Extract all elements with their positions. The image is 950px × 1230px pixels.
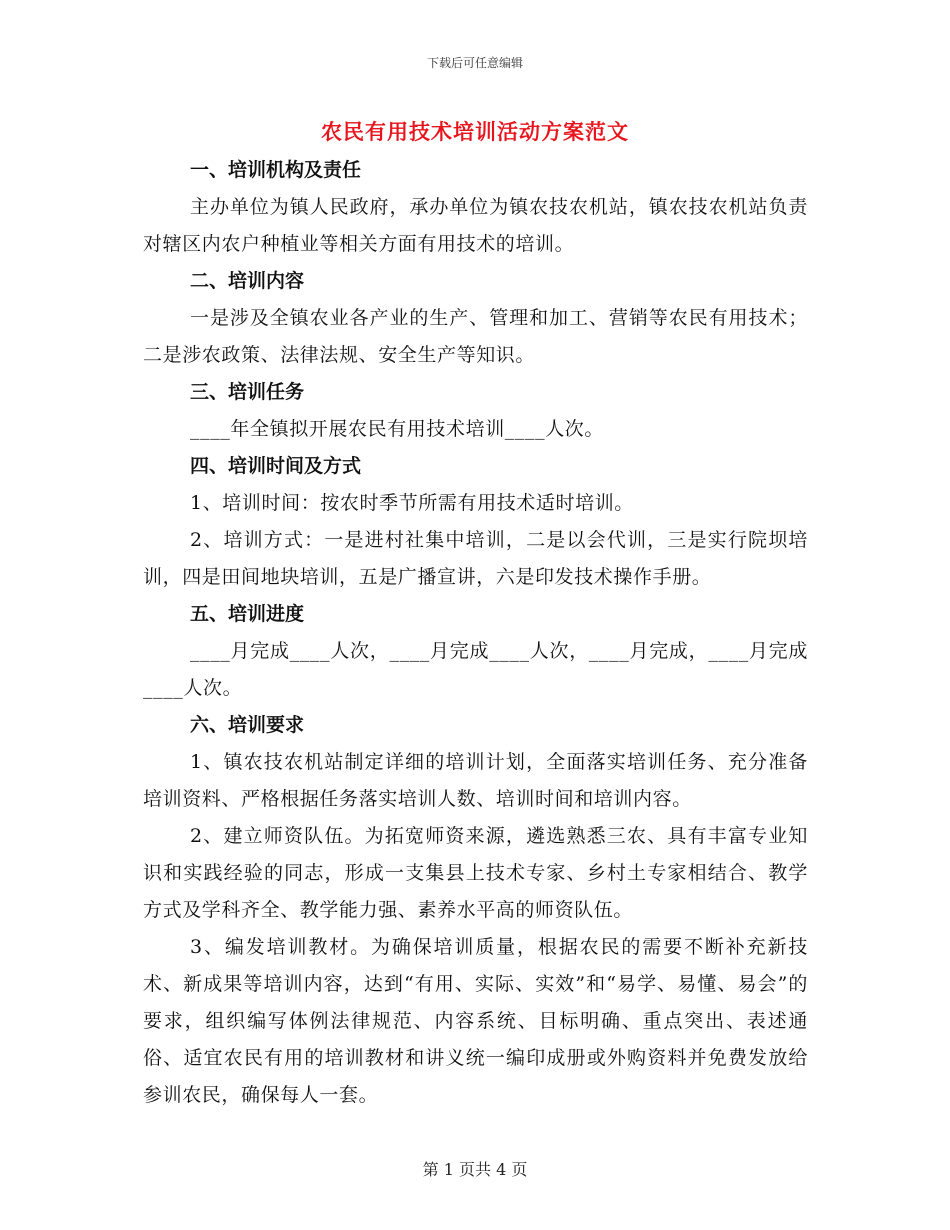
paragraph-2: 一是涉及全镇农业各产业的生产、管理和加工、营销等农民有用技术；二是涉农政策、法律法规、安全生产等知识。: [143, 307, 808, 366]
document-title: 农民有用技术培训活动方案范文: [321, 119, 629, 144]
paragraph-6-3: 3、编发培训教材。为确保培训质量，根据农民的需要不断补充新技术、新成果等培训内容，达到“有用、实际、实效”和“易学、易懂、易会”的要求，组织编写体例法律规范、内容系统、目标明确、重点突出、表述通俗、适宜农民有用的培训教材和讲义统一编印成册或外购资料并免费发放给参训农民，确保每人一套。: [143, 936, 808, 1106]
paragraph-5: ____月完成____人次，____月完成____人次，____月完成，____月完成____人次。: [143, 640, 808, 699]
paragraph-4-1: 1、培训时间：按农时季节所需有用技术适时培训。: [190, 492, 634, 514]
section-heading-5: 五、培训进度: [190, 603, 305, 625]
page-header-note: 下载后可任意编辑: [426, 56, 523, 70]
paragraph-3: ____年全镇拟开展农民有用技术培训____人次。: [190, 418, 605, 440]
section-heading-2: 二、培训内容: [190, 270, 305, 292]
page-number: 第 1 页共 4 页: [422, 1160, 528, 1179]
section-heading-3: 三、培训任务: [190, 381, 305, 403]
paragraph-6-1: 1、镇农技农机站制定详细的培训计划，全面落实培训任务、充分准备培训资料、严格根据任务落实培训人数、培训时间和培训内容。: [143, 751, 808, 810]
document-body: [143, 152, 808, 1114]
paragraph-4-2: 2、培训方式：一是进村社集中培训，二是以会代训，三是实行院坝培训，四是田间地块培训，五是广播宣讲，六是印发技术操作手册。: [143, 529, 808, 588]
paragraph-1: 主办单位为镇人民政府，承办单位为镇农技农机站，镇农技农机站负责对辖区内农户种植业等相关方面有用技术的培训。: [143, 196, 808, 255]
section-heading-1: 一、培训机构及责任: [190, 159, 362, 181]
section-heading-6: 六、培训要求: [190, 714, 305, 736]
section-heading-4: 四、培训时间及方式: [190, 455, 362, 477]
paragraph-6-2: 2、建立师资队伍。为拓宽师资来源，遴选熟悉三农、具有丰富专业知识和实践经验的同志，形成一支集县上技术专家、乡村土专家相结合、教学方式及学科齐全、教学能力强、素养水平高的师资队伍。: [143, 825, 808, 921]
